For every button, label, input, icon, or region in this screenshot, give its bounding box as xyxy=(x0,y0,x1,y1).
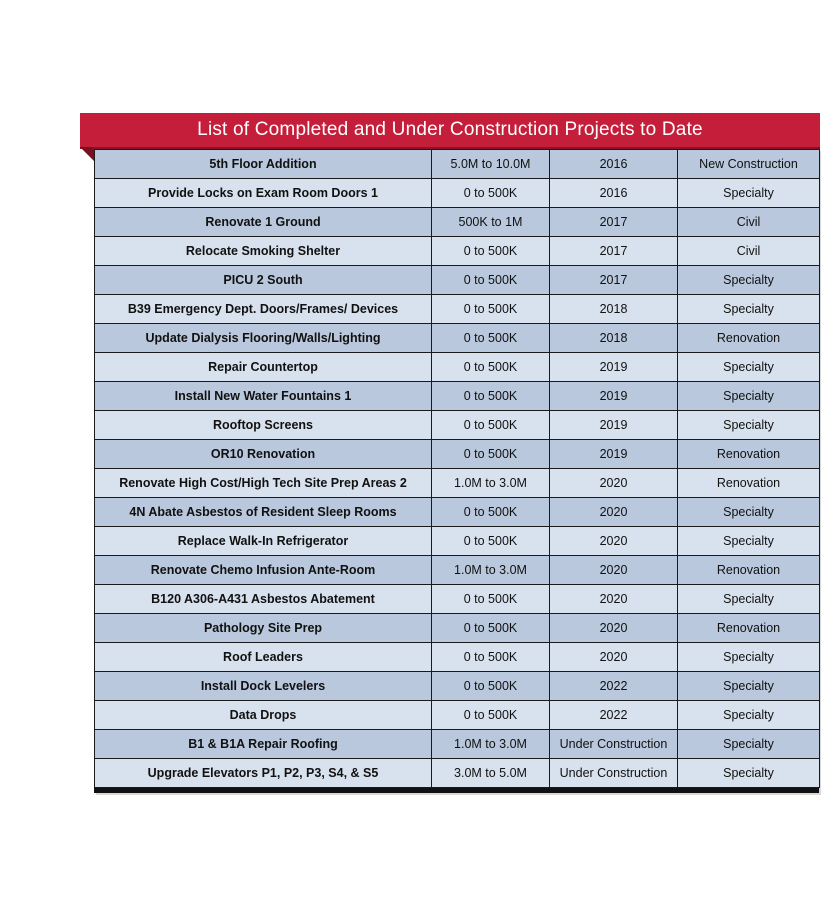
project-type-cell: Renovation xyxy=(678,440,820,469)
projects-table xyxy=(94,149,820,788)
year-status-cell: 2016 xyxy=(550,179,678,208)
year-status-cell: 2019 xyxy=(550,353,678,382)
cost-range-cell: 0 to 500K xyxy=(432,237,550,266)
cost-range-cell: 0 to 500K xyxy=(432,324,550,353)
project-type-cell: Specialty xyxy=(678,643,820,672)
year-status-cell: 2020 xyxy=(550,469,678,498)
project-type-cell: Civil xyxy=(678,208,820,237)
cost-range-cell: 0 to 500K xyxy=(432,527,550,556)
year-status-cell: 2019 xyxy=(550,411,678,440)
project-type-cell: Civil xyxy=(678,237,820,266)
year-status-cell: Under Construction xyxy=(550,759,678,788)
year-status-cell: 2020 xyxy=(550,585,678,614)
table-row xyxy=(95,353,820,382)
table-row xyxy=(95,266,820,295)
year-status-cell: 2020 xyxy=(550,556,678,585)
table-row xyxy=(95,237,820,266)
table-row xyxy=(95,382,820,411)
project-name-cell: B39 Emergency Dept. Doors/Frames/ Devices xyxy=(95,295,432,324)
table-row xyxy=(95,440,820,469)
project-name-cell: Install New Water Fountains 1 xyxy=(95,382,432,411)
table-row xyxy=(95,759,820,788)
projects-panel xyxy=(80,113,820,793)
project-type-cell: Specialty xyxy=(678,527,820,556)
table-title: List of Completed and Under Construction Projects to Date xyxy=(80,113,820,149)
project-name-cell: 5th Floor Addition xyxy=(95,150,432,179)
cost-range-cell: 3.0M to 5.0M xyxy=(432,759,550,788)
project-name-cell: Renovate Chemo Infusion Ante-Room xyxy=(95,556,432,585)
cost-range-cell: 0 to 500K xyxy=(432,643,550,672)
project-type-cell: Specialty xyxy=(678,353,820,382)
project-name-cell: Relocate Smoking Shelter xyxy=(95,237,432,266)
project-type-cell: Renovation xyxy=(678,556,820,585)
table-row xyxy=(95,614,820,643)
cost-range-cell: 0 to 500K xyxy=(432,614,550,643)
year-status-cell: 2020 xyxy=(550,527,678,556)
table-row xyxy=(95,208,820,237)
cost-range-cell: 0 to 500K xyxy=(432,382,550,411)
project-name-cell: Data Drops xyxy=(95,701,432,730)
project-name-cell: PICU 2 South xyxy=(95,266,432,295)
table-row xyxy=(95,324,820,353)
year-status-cell: 2016 xyxy=(550,150,678,179)
project-type-cell: Specialty xyxy=(678,701,820,730)
project-type-cell: Specialty xyxy=(678,498,820,527)
table-row xyxy=(95,179,820,208)
cost-range-cell: 0 to 500K xyxy=(432,701,550,730)
cost-range-cell: 500K to 1M xyxy=(432,208,550,237)
year-status-cell: 2022 xyxy=(550,701,678,730)
project-name-cell: 4N Abate Asbestos of Resident Sleep Rooms xyxy=(95,498,432,527)
table-row xyxy=(95,295,820,324)
project-name-cell: Update Dialysis Flooring/Walls/Lighting xyxy=(95,324,432,353)
table-row xyxy=(95,672,820,701)
year-status-cell: 2020 xyxy=(550,614,678,643)
cost-range-cell: 1.0M to 3.0M xyxy=(432,469,550,498)
table-row xyxy=(95,643,820,672)
cost-range-cell: 0 to 500K xyxy=(432,295,550,324)
year-status-cell: Under Construction xyxy=(550,730,678,759)
project-type-cell: Renovation xyxy=(678,469,820,498)
project-name-cell: Install Dock Levelers xyxy=(95,672,432,701)
projects-table-body xyxy=(95,150,820,788)
table-row xyxy=(95,150,820,179)
cost-range-cell: 0 to 500K xyxy=(432,179,550,208)
project-name-cell: OR10 Renovation xyxy=(95,440,432,469)
table-row xyxy=(95,701,820,730)
project-name-cell: Replace Walk-In Refrigerator xyxy=(95,527,432,556)
cost-range-cell: 1.0M to 3.0M xyxy=(432,556,550,585)
table-row xyxy=(95,556,820,585)
project-name-cell: Renovate 1 Ground xyxy=(95,208,432,237)
project-name-cell: Repair Countertop xyxy=(95,353,432,382)
project-name-cell: Renovate High Cost/High Tech Site Prep Areas 2 xyxy=(95,469,432,498)
year-status-cell: 2017 xyxy=(550,237,678,266)
project-type-cell: Specialty xyxy=(678,382,820,411)
project-type-cell: Specialty xyxy=(678,759,820,788)
project-type-cell: New Construction xyxy=(678,150,820,179)
project-type-cell: Renovation xyxy=(678,614,820,643)
year-status-cell: 2018 xyxy=(550,324,678,353)
table-row xyxy=(95,411,820,440)
project-name-cell: B120 A306-A431 Asbestos Abatement xyxy=(95,585,432,614)
year-status-cell: 2019 xyxy=(550,382,678,411)
project-type-cell: Specialty xyxy=(678,179,820,208)
cost-range-cell: 0 to 500K xyxy=(432,266,550,295)
project-name-cell: Roof Leaders xyxy=(95,643,432,672)
year-status-cell: 2018 xyxy=(550,295,678,324)
year-status-cell: 2022 xyxy=(550,672,678,701)
project-type-cell: Renovation xyxy=(678,324,820,353)
cost-range-cell: 0 to 500K xyxy=(432,585,550,614)
cost-range-cell: 0 to 500K xyxy=(432,353,550,382)
project-type-cell: Specialty xyxy=(678,730,820,759)
project-name-cell: Pathology Site Prep xyxy=(95,614,432,643)
table-row xyxy=(95,585,820,614)
year-status-cell: 2020 xyxy=(550,498,678,527)
project-name-cell: Rooftop Screens xyxy=(95,411,432,440)
cost-range-cell: 0 to 500K xyxy=(432,411,550,440)
table-row xyxy=(95,527,820,556)
project-name-cell: B1 & B1A Repair Roofing xyxy=(95,730,432,759)
table-row xyxy=(95,498,820,527)
cost-range-cell: 0 to 500K xyxy=(432,498,550,527)
project-type-cell: Specialty xyxy=(678,295,820,324)
project-name-cell: Upgrade Elevators P1, P2, P3, S4, & S5 xyxy=(95,759,432,788)
project-type-cell: Specialty xyxy=(678,585,820,614)
cost-range-cell: 0 to 500K xyxy=(432,440,550,469)
project-type-cell: Specialty xyxy=(678,672,820,701)
year-status-cell: 2017 xyxy=(550,208,678,237)
cost-range-cell: 0 to 500K xyxy=(432,672,550,701)
table-row xyxy=(95,469,820,498)
table-row xyxy=(95,730,820,759)
cost-range-cell: 1.0M to 3.0M xyxy=(432,730,550,759)
year-status-cell: 2020 xyxy=(550,643,678,672)
project-type-cell: Specialty xyxy=(678,266,820,295)
cost-range-cell: 5.0M to 10.0M xyxy=(432,150,550,179)
year-status-cell: 2017 xyxy=(550,266,678,295)
project-name-cell: Provide Locks on Exam Room Doors 1 xyxy=(95,179,432,208)
project-type-cell: Specialty xyxy=(678,411,820,440)
year-status-cell: 2019 xyxy=(550,440,678,469)
projects-table-container xyxy=(94,149,819,793)
